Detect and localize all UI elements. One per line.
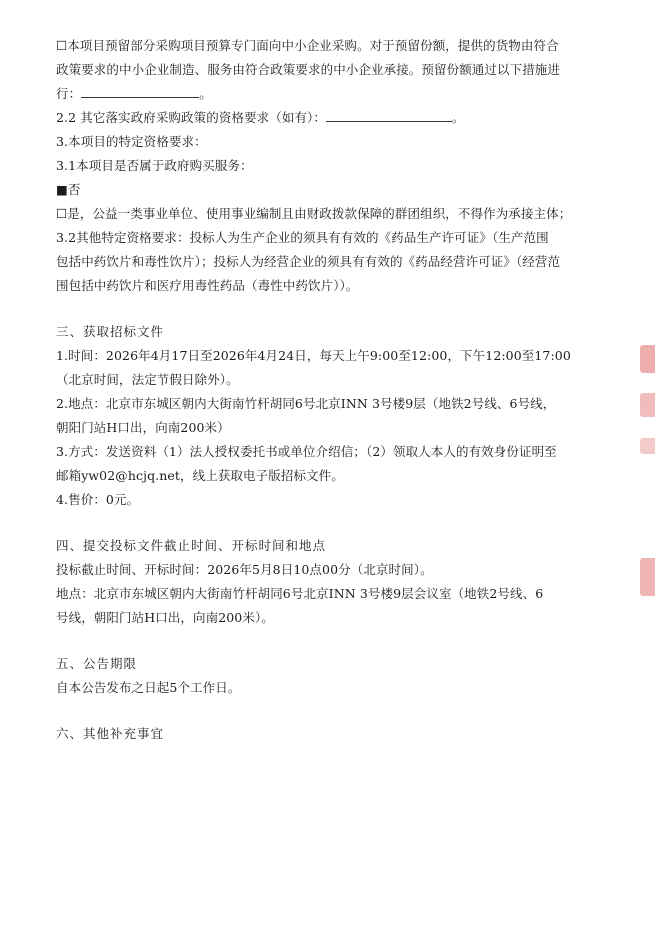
paragraph-line: 包括中药饮片和毒性饮片）；投标人为经营企业的须具有有效的《药品经营许可证》（经营范 [56, 254, 561, 269]
document-body [56, 34, 586, 746]
paragraph-line: 3.2其他特定资格要求：投标人为生产企业的须具有有效的《药品生产许可证》（生产范围 [56, 230, 549, 245]
paragraph-line: 自本公告发布之日起5个工作日。 [56, 680, 241, 695]
seal-stamp-fragment [640, 438, 655, 454]
paragraph-line: 3.方式：发送资料（1）法人授权委托书或单位介绍信；（2）领取人本人的有效身份证明至 [56, 444, 557, 459]
paragraph-line [56, 106, 586, 130]
line-suffix: 。 [199, 86, 212, 101]
section-heading: 六、其他补充事宜 [56, 726, 165, 741]
seal-stamp-fragment [640, 345, 655, 373]
section-heading: 四、提交投标文件截止时间、开标时间和地点 [56, 538, 327, 553]
paragraph-line: 地点：北京市东城区朝内大街南竹杆胡同6号北京INN 3号楼9层会议室（地铁2号线、6 [56, 586, 544, 601]
paragraph-line: 1.时间：2026年4月17日至2026年4月24日，每天上午9:00至12:00，下午12:00至17:00 [56, 348, 571, 363]
paragraph-line: 3.1本项目是否属于政府购买服务： [56, 158, 253, 173]
paragraph-line: 4.售价：0元。 [56, 492, 140, 507]
paragraph-line [56, 82, 586, 106]
paragraph-line: 投标截止时间、开标时间：2026年5月8日10点00分（北京时间）。 [56, 562, 433, 577]
line-prefix: 行： [56, 86, 82, 101]
paragraph-line: 号线，朝阳门站H口出，向南200米）。 [56, 610, 274, 625]
section-heading: 三、获取招标文件 [56, 324, 165, 339]
paragraph-line: 2.地点：北京市东城区朝内大街南竹杆胡同6号北京INN 3号楼9层（地铁2号线、6号线， [56, 396, 556, 411]
line-suffix: 。 [452, 110, 465, 125]
paragraph-line: 3.本项目的特定资格要求： [56, 134, 207, 149]
seal-stamp-fragment [640, 558, 655, 596]
line-prefix: 2.2 其它落实政府采购政策的资格要求（如有）： [56, 110, 327, 125]
seal-stamp-fragment [640, 393, 655, 417]
paragraph-line: ■否 [56, 182, 81, 197]
paragraph-line: 政策要求的中小企业制造、服务由符合政策要求的中小企业承接。预留份额通过以下措施进 [56, 62, 561, 77]
paragraph-line: 邮箱yw02@hcjq.net，线上获取电子版招标文件。 [56, 468, 344, 483]
fill-in-blank [81, 83, 199, 98]
paragraph-line: （北京时间，法定节假日除外）。 [56, 372, 239, 387]
paragraph-line: 围包括中药饮片和医疗用毒性药品（毒性中药饮片））。 [56, 278, 359, 293]
paragraph-line: ☐本项目预留部分采购项目预算专门面向中小企业采购。对于预留份额，提供的货物由符合 [56, 38, 559, 53]
fill-in-blank [326, 107, 452, 122]
paragraph-line: 朝阳门站H口出，向南200米） [56, 420, 230, 435]
section-heading: 五、公告期限 [56, 656, 138, 671]
paragraph-line: ☐是，公益一类事业单位、使用事业编制且由财政拨款保障的群团组织，不得作为承接主体； [56, 206, 572, 221]
